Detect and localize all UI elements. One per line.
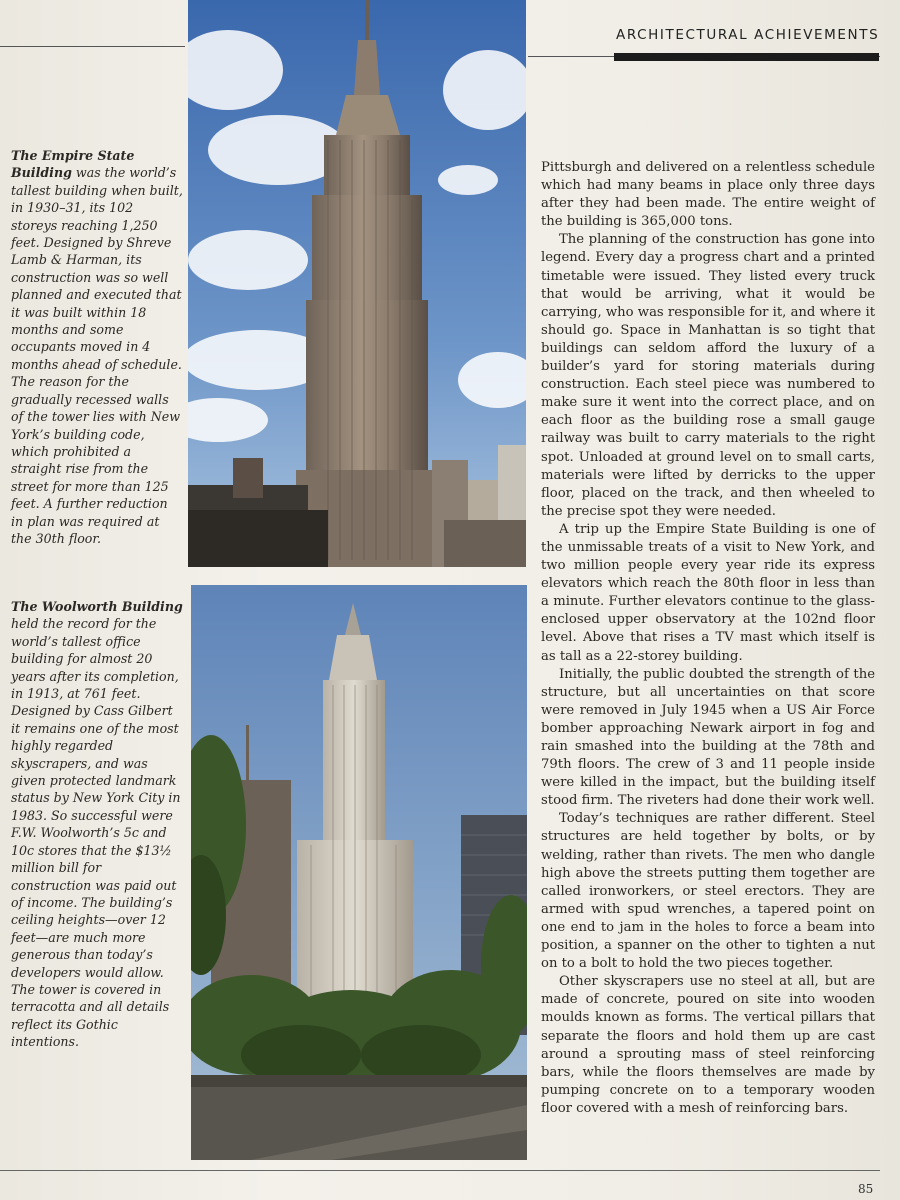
empire-caption-text: was the world’s tallest building when built, in 1930–31, its 102 storeys reaching 1,250 feet. Designed by Shreve Lamb & Harman, its construction was so well planned and executed that it was built within 18 months and some occupants moved in 4 months ahead of schedule. The reason for the gradually recessed walls of the tower lies with New York’s building code, which prohibited a straight rise from the street for more than 125 feet. A further reduction in plan was required at the 30th floor. (11, 165, 183, 546)
body-paragraph: Initially, the public doubted the strength of the structure, but all uncertainties on that score were removed in July 1945 when a US Air Force bomber approaching Newark airport in fog and rain smashed into the building at the 78th and 79th floors. The crew of 3 and 11 people inside were killed in the impact, but the building itself stood firm. The riveters had done their work well. (541, 666, 875, 809)
body-paragraph: Pittsburgh and delivered on a relentless schedule which had many beams in place only three days after they had been made. The entire weight of the building is 365,000 tons. (541, 160, 875, 230)
empire-state-illustration (188, 0, 526, 567)
body-paragraph: A trip up the Empire State Building is one of the unmissable treats of a visit to New York, and two million people every year ride its express elevators which reach the 80th floor in less than a minute. Further elevators continue to the glass-enclosed upper observatory at the 102nd floor level. Above that rises a TV mast which itself is as tall as a 22-storey building. (541, 521, 875, 664)
empire-caption-title: The Empire State Building (11, 148, 135, 181)
woolworth-caption-title: The Woolworth Building (11, 599, 183, 614)
bottom-rule (0, 1170, 880, 1171)
empire-caption (11, 147, 183, 547)
body-paragraph: Today’s techniques are rather different. Steel structures are held together by bolts, or by welding, rather than rivets. The men who dangle high above the streets putting them together are called ironworkers, or steel erectors. They are armed with spud wrenches, a tapered point on one end to jam in the holes to force a beam into position, a spanner on the other to tighten a nut on to a bolt to hold the two pieces together. (541, 811, 875, 972)
section-title-bar (614, 53, 879, 61)
section-title: ARCHITECTURAL ACHIEVEMENTS (616, 27, 880, 43)
woolworth-caption (11, 598, 183, 1051)
body-paragraph: The planning of the construction has gone into legend. Every day a progress chart and a printed timetable were issued. They listed every truck that would be arriving, what it would be carrying, who was responsible for it, and where it should go. Space in Manhattan is so tight that buildings can seldom afford the luxury of a builder’s yard for storing materials during construction. Each steel piece was numbered to make sure it went into the correct place, and on each floor as the building rose a small gauge railway was built to carry materials to the right spot. Unloaded at ground level on to small carts, materials were lifted by derricks to the upper floor, placed on the track, and then wheeled to the precise spot they were needed. (541, 232, 875, 519)
body-paragraph: Other skyscrapers use no steel at all, but are made of concrete, poured on site into wooden moulds known as forms. The vertical pillars that separate the floors and hold them up are cast around a sprouting mass of steel reinforcing bars, while the floors themselves are made by pumping concrete on to a temporary wooden floor covered with a mesh of reinforcing bars. (541, 974, 875, 1116)
body-text (541, 159, 875, 1118)
empire-state-photo (188, 0, 526, 567)
woolworth-photo (191, 585, 527, 1160)
page-number: 85 (858, 1182, 874, 1196)
woolworth-illustration (191, 585, 527, 1160)
woolworth-caption-text: held the record for the world’s tallest office building for almost 20 years after its completion, in 1913, at 761 feet. Designed by Cass Gilbert it remains one of the most highly regarded skyscrapers, and was given protected landmark status by New York City in 1983. So successful were F.W. Woolworth’s 5c and 10c stores that the $13½ million bill for construction was paid out of income. The building’s ceiling heights—over 12 feet—are much more generous than today’s developers would allow. The tower is covered in terracotta and all details reflect its Gothic intentions. (11, 616, 181, 1050)
top-rule-left (0, 46, 185, 47)
